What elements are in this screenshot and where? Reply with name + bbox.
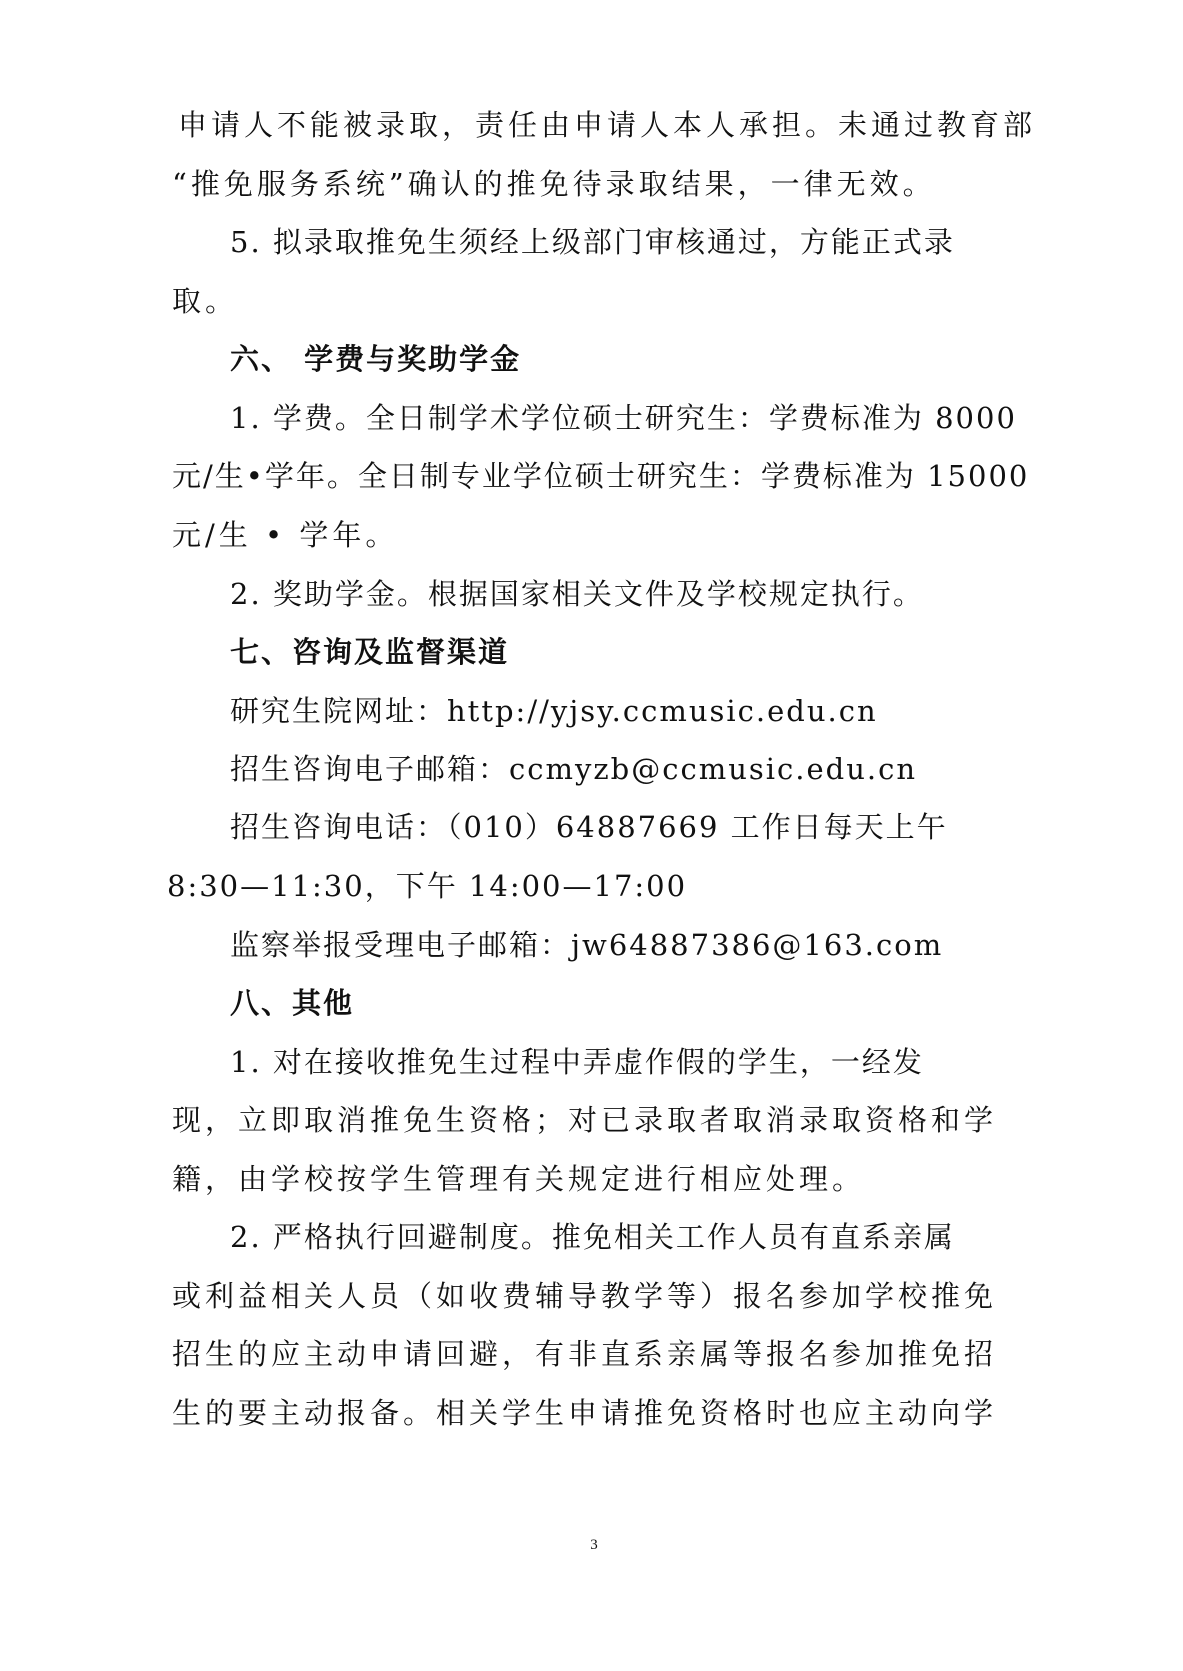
admissions-email: 招生咨询电子邮箱：ccmyzb@ccmusic.edu.cn [230,752,918,786]
text-line-7: 元/生•学年。全日制专业学位硕士研究生：学费标准为 15000 [172,459,1030,493]
text-line-2: “推免服务系统”确认的推免待录取结果，一律无效。 [172,167,936,201]
supervision-email: 监察举报受理电子邮箱：jw64887386@163.com [230,928,944,962]
office-hours: 8:30—11:30，下午 14:00—17:00 [167,869,688,903]
page-number: 3 [590,1537,598,1553]
text-line-20: 2. 严格执行回避制度。推免相关工作人员有直系亲属 [230,1220,955,1254]
text-line-21: 或利益相关人员（如收费辅导教学等）报名参加学校推免 [172,1279,998,1313]
text-line-23: 生的要主动报备。相关学生申请推免资格时也应主动向学 [172,1396,998,1430]
section-heading-7: 七、咨询及监督渠道 [230,635,510,669]
graduate-school-url: 研究生院网址：http://yjsy.ccmusic.edu.cn [230,694,878,728]
text-line-1: 申请人不能被录取，责任由申请人本人承担。未通过教育部 [178,108,1037,142]
section-heading-8: 八、其他 [230,986,355,1020]
text-line-22: 招生的应主动申请回避，有非直系亲属等报名参加推免招 [172,1337,998,1371]
text-line-17: 1. 对在接收推免生过程中弄虚作假的学生，一经发 [230,1045,924,1079]
text-line-8: 元/生 • 学年。 [172,518,399,552]
section-heading-6: 六、 学费与奖助学金 [230,342,522,376]
text-line-9: 2. 奖助学金。根据国家相关文件及学校规定执行。 [230,577,924,611]
text-line-3: 5. 拟录取推免生须经上级部门审核通过，方能正式录 [230,225,955,259]
text-line-6: 1. 学费。全日制学术学位硕士研究生：学费标准为 8000 [230,401,1017,435]
text-line-4: 取。 [172,284,239,318]
text-line-19: 籍，由学校按学生管理有关规定进行相应处理。 [172,1162,866,1196]
text-line-18: 现，立即取消推免生资格；对已录取者取消录取资格和学 [172,1103,998,1137]
admissions-phone: 招生咨询电话：（010）64887669 工作日每天上午 [230,810,948,844]
